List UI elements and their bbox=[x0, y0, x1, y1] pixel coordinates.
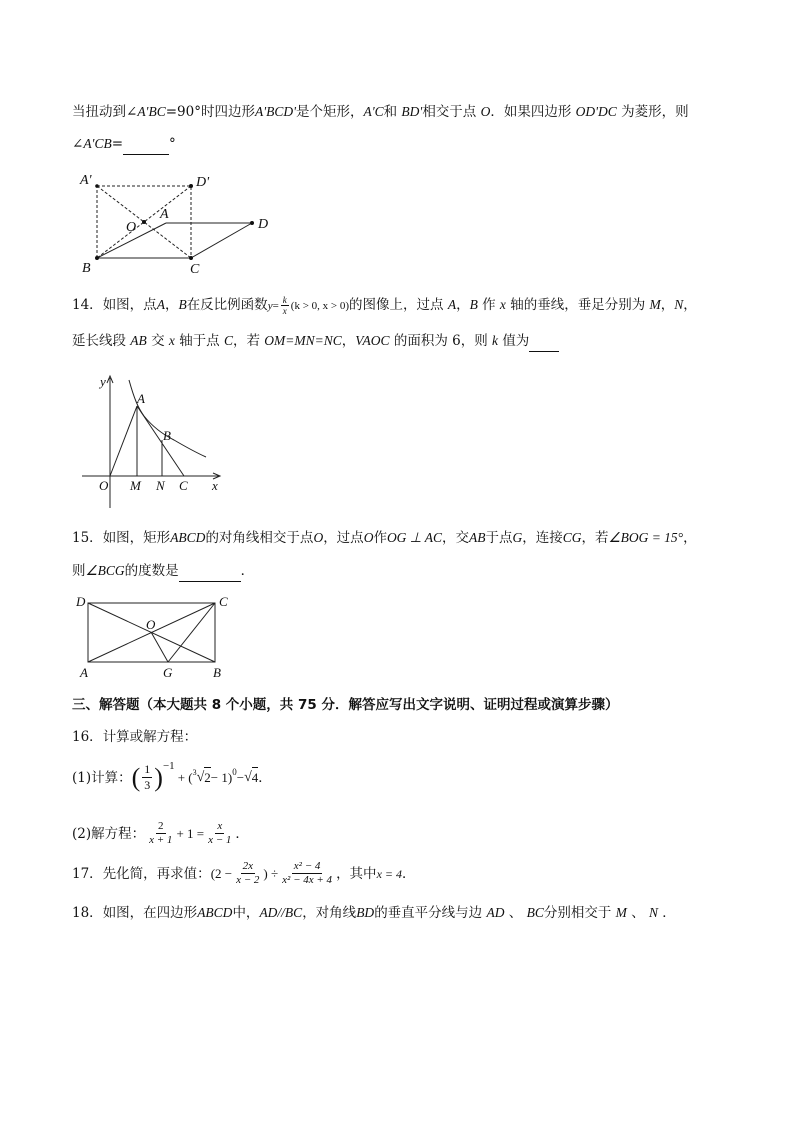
label-C: C bbox=[179, 478, 188, 493]
denominator: 3 bbox=[144, 778, 151, 792]
q13-text: 是个矩形， bbox=[295, 104, 364, 120]
q14-math: k bbox=[492, 333, 499, 348]
fraction-one-third bbox=[142, 762, 152, 793]
q17-text: 先化简，再求值： bbox=[102, 865, 211, 882]
q15-text: ． bbox=[240, 563, 255, 579]
q14-text: 延长线段 bbox=[72, 333, 126, 349]
q14-text: 值为 bbox=[502, 333, 530, 349]
q17-math: x = 4 bbox=[376, 866, 402, 881]
q13-text: =90°时四边形 bbox=[165, 104, 255, 120]
q15-text: ， bbox=[683, 530, 697, 546]
q18-math: BC bbox=[526, 905, 544, 920]
q15-text: ，交 bbox=[441, 530, 469, 546]
q14-math: M bbox=[649, 297, 661, 312]
label-B: B bbox=[163, 428, 171, 443]
q15-math: ABCD bbox=[170, 530, 206, 545]
question-number: 16． bbox=[72, 729, 103, 745]
q13-figure bbox=[76, 168, 286, 280]
q14-line2 bbox=[72, 331, 559, 352]
q13-text: = bbox=[111, 136, 124, 152]
label-O: O bbox=[126, 220, 137, 235]
q13-math: O bbox=[480, 104, 491, 119]
q14-math: B bbox=[178, 297, 187, 312]
left-paren: ( bbox=[131, 762, 141, 792]
q13-text: ° bbox=[169, 136, 176, 152]
q16-text: ． bbox=[258, 769, 272, 786]
q15-math: ∠BCG bbox=[85, 563, 125, 578]
q16-part2-label: (2)解方程： bbox=[72, 825, 146, 842]
q18-math: N bbox=[648, 905, 658, 920]
denominator: x − 1 bbox=[208, 834, 232, 846]
q13-math: A'BC bbox=[137, 104, 166, 119]
radicand: 2 bbox=[204, 767, 211, 788]
label-N: N bbox=[156, 478, 165, 493]
label-A-prime: A' bbox=[80, 173, 92, 188]
q15-math: CG bbox=[562, 530, 582, 545]
q13-math: A'BCD' bbox=[254, 104, 296, 119]
segment-DC bbox=[191, 223, 252, 258]
q14-text: ， bbox=[456, 297, 470, 313]
q14-math: = bbox=[272, 300, 279, 312]
q14-line1 bbox=[72, 295, 697, 316]
q14-math: VAOC bbox=[355, 333, 390, 348]
radicand: 4 bbox=[252, 767, 259, 788]
q18-math: AD bbox=[486, 905, 505, 920]
q18-text: 中， bbox=[232, 905, 260, 921]
question-number: 17． bbox=[72, 865, 103, 882]
q18-text: 的垂直平分线与边 bbox=[374, 905, 483, 921]
q13-line1 bbox=[72, 102, 689, 122]
label-M: M bbox=[130, 478, 141, 493]
q15-math: ∠BOG = 15° bbox=[608, 530, 684, 545]
q17-math: (2 − bbox=[210, 865, 233, 881]
denominator: x + 1 bbox=[149, 834, 173, 846]
segment-AC bbox=[137, 406, 184, 476]
q15-math: G bbox=[512, 530, 523, 545]
label-D: D bbox=[258, 217, 269, 232]
q15-figure bbox=[76, 592, 246, 682]
q17-text: ，其中 bbox=[336, 865, 377, 882]
q15-text: ，连接 bbox=[522, 530, 563, 546]
q13-text: 相交于点 bbox=[422, 104, 477, 120]
exponent: −1 bbox=[162, 759, 175, 772]
q14-math: N bbox=[674, 297, 684, 312]
q14-math: C bbox=[223, 333, 233, 348]
q16-part1 bbox=[72, 759, 272, 793]
q17-line bbox=[72, 860, 416, 887]
q16-math: − bbox=[236, 769, 245, 785]
q14-text: 轴的垂线，垂足分别为 bbox=[510, 297, 646, 313]
q14-math: x bbox=[499, 297, 506, 312]
q16-text: 计算或解方程： bbox=[102, 729, 198, 745]
question-number: 15． bbox=[72, 530, 103, 546]
q18-text: 分别相交于 bbox=[543, 905, 612, 921]
q18-math: BD bbox=[356, 905, 375, 920]
q18-math: ABCD bbox=[197, 905, 233, 920]
q16-part1-label: (1)计算： bbox=[72, 769, 132, 786]
right-paren: ) bbox=[154, 762, 163, 792]
numerator: 2 bbox=[158, 820, 164, 832]
q15-text: 的度数是 bbox=[124, 563, 179, 579]
q14-math: AB bbox=[130, 333, 147, 348]
q18-text: ． bbox=[662, 905, 676, 921]
numerator: x bbox=[217, 820, 223, 832]
q13-math: BD' bbox=[401, 104, 423, 119]
label-y: y bbox=[100, 374, 106, 389]
q14-text: 交 bbox=[151, 333, 165, 349]
q17-text: ． bbox=[402, 865, 416, 882]
q15-text: 如图，矩形 bbox=[102, 530, 171, 546]
label-B: B bbox=[82, 261, 91, 276]
q14-math: y bbox=[267, 300, 273, 312]
label-A: A bbox=[137, 391, 145, 406]
label-O: O bbox=[146, 617, 156, 632]
q14-math: (k > 0, x > 0) bbox=[290, 300, 350, 312]
label-G: G bbox=[163, 665, 173, 680]
radical-sign: √ bbox=[244, 769, 252, 785]
q13-text: 为菱形，则 bbox=[621, 104, 689, 120]
q14-text: 轴于点 bbox=[179, 333, 220, 349]
label-O: O bbox=[99, 478, 109, 493]
answer-blank[interactable] bbox=[179, 561, 241, 582]
q18-line bbox=[72, 903, 676, 923]
q18-text: ，对角线 bbox=[302, 905, 357, 921]
label-D: D bbox=[76, 594, 86, 609]
q18-text: 如图，在四边形 bbox=[102, 905, 198, 921]
q14-text: ， bbox=[683, 297, 697, 313]
q14-math: B bbox=[469, 297, 478, 312]
q13-text: ∠ bbox=[72, 136, 84, 152]
q16-math: − 1) bbox=[210, 769, 233, 785]
segment-GC bbox=[168, 603, 215, 662]
q18-math: M bbox=[615, 905, 627, 920]
q13-math: OD'DC bbox=[575, 104, 617, 119]
label-A: A bbox=[160, 207, 169, 222]
question-number: 14． bbox=[72, 297, 103, 313]
q16-text: ． bbox=[235, 825, 249, 842]
q14-math: A bbox=[156, 297, 165, 312]
label-C: C bbox=[190, 262, 200, 277]
q14-math: x bbox=[168, 333, 175, 348]
numerator: x² − 4 bbox=[293, 860, 321, 872]
q18-math: AD//BC bbox=[259, 905, 303, 920]
label-A: A bbox=[80, 665, 88, 680]
q14-text: ， bbox=[660, 297, 675, 313]
q15-math: O bbox=[363, 530, 374, 545]
label-B: B bbox=[213, 665, 221, 680]
q15-line2 bbox=[72, 561, 254, 582]
q15-text: ，若 bbox=[581, 530, 609, 546]
denominator: x − 2 bbox=[236, 874, 260, 886]
denominator: x² − 4x + 4 bbox=[282, 874, 333, 886]
fraction-k-over-x bbox=[281, 295, 289, 316]
radical-sign: √ bbox=[196, 769, 205, 785]
q14-figure bbox=[82, 370, 227, 510]
numerator: 2x bbox=[242, 860, 253, 872]
q16-math: + ( bbox=[177, 769, 193, 785]
label-x: x bbox=[212, 478, 218, 493]
q14-text: 的面积为 6，则 bbox=[393, 333, 488, 349]
q16-header bbox=[72, 727, 197, 747]
q15-math: AB bbox=[468, 530, 486, 545]
q18-text: 、 bbox=[508, 905, 523, 921]
fraction-2-over-x-plus-1 bbox=[147, 820, 174, 847]
q15-text: ，过点 bbox=[323, 530, 364, 546]
q14-text: 如图，点 bbox=[102, 297, 157, 313]
q15-text: 则 bbox=[72, 563, 86, 579]
q14-text: ，若 bbox=[233, 333, 260, 349]
q15-text: 作 bbox=[373, 530, 387, 546]
q15-math: O bbox=[313, 530, 324, 545]
root-index: 3 bbox=[192, 767, 197, 777]
fraction-x-over-x-minus-1 bbox=[206, 820, 233, 847]
q14-text: 在反比例函数 bbox=[186, 297, 268, 313]
numerator: 1 bbox=[144, 762, 151, 776]
q13-text: ．如果四边形 bbox=[490, 104, 572, 120]
segment-OA bbox=[110, 406, 137, 476]
numerator: k bbox=[282, 295, 287, 305]
q13-text: 当扭动到∠ bbox=[72, 104, 138, 120]
q15-line1 bbox=[72, 528, 697, 548]
q18-text: 、 bbox=[631, 905, 645, 921]
question-number: 18． bbox=[72, 905, 103, 921]
q14-math: OM=MN=NC bbox=[264, 333, 342, 348]
q16-part2 bbox=[72, 820, 249, 847]
label-D-prime: D' bbox=[196, 175, 210, 190]
q14-text: 作 bbox=[482, 297, 496, 313]
denominator: x bbox=[282, 306, 287, 316]
q13-math: A'C bbox=[363, 104, 384, 119]
q15-math: OG ⊥ AC bbox=[386, 530, 442, 545]
section-title: 三、解答题（本大题共 8 个小题，共 75 分．解答应写出文字说明、证明过程或演算步骤） bbox=[72, 697, 619, 713]
q14-math: A bbox=[447, 297, 457, 312]
answer-blank[interactable] bbox=[123, 134, 169, 155]
q16-math: + 1 = bbox=[176, 825, 205, 841]
label-C: C bbox=[219, 594, 228, 609]
q13-text: 和 bbox=[383, 104, 398, 120]
q15-text: 于点 bbox=[485, 530, 513, 546]
q13-math: A'CB bbox=[83, 136, 112, 151]
q17-math: ) ÷ bbox=[263, 865, 279, 881]
q13-line2 bbox=[72, 134, 176, 155]
q14-text: 的图像上，过点 bbox=[349, 297, 444, 313]
fraction-2x-over-x-minus-2 bbox=[234, 860, 261, 887]
answer-blank[interactable] bbox=[529, 331, 559, 352]
q14-text: ， bbox=[341, 333, 356, 349]
fraction-x2-minus-4 bbox=[280, 860, 334, 887]
q15-text: 的对角线相交于点 bbox=[205, 530, 314, 546]
q14-text: ， bbox=[164, 297, 179, 313]
exponent: 0 bbox=[232, 766, 237, 777]
